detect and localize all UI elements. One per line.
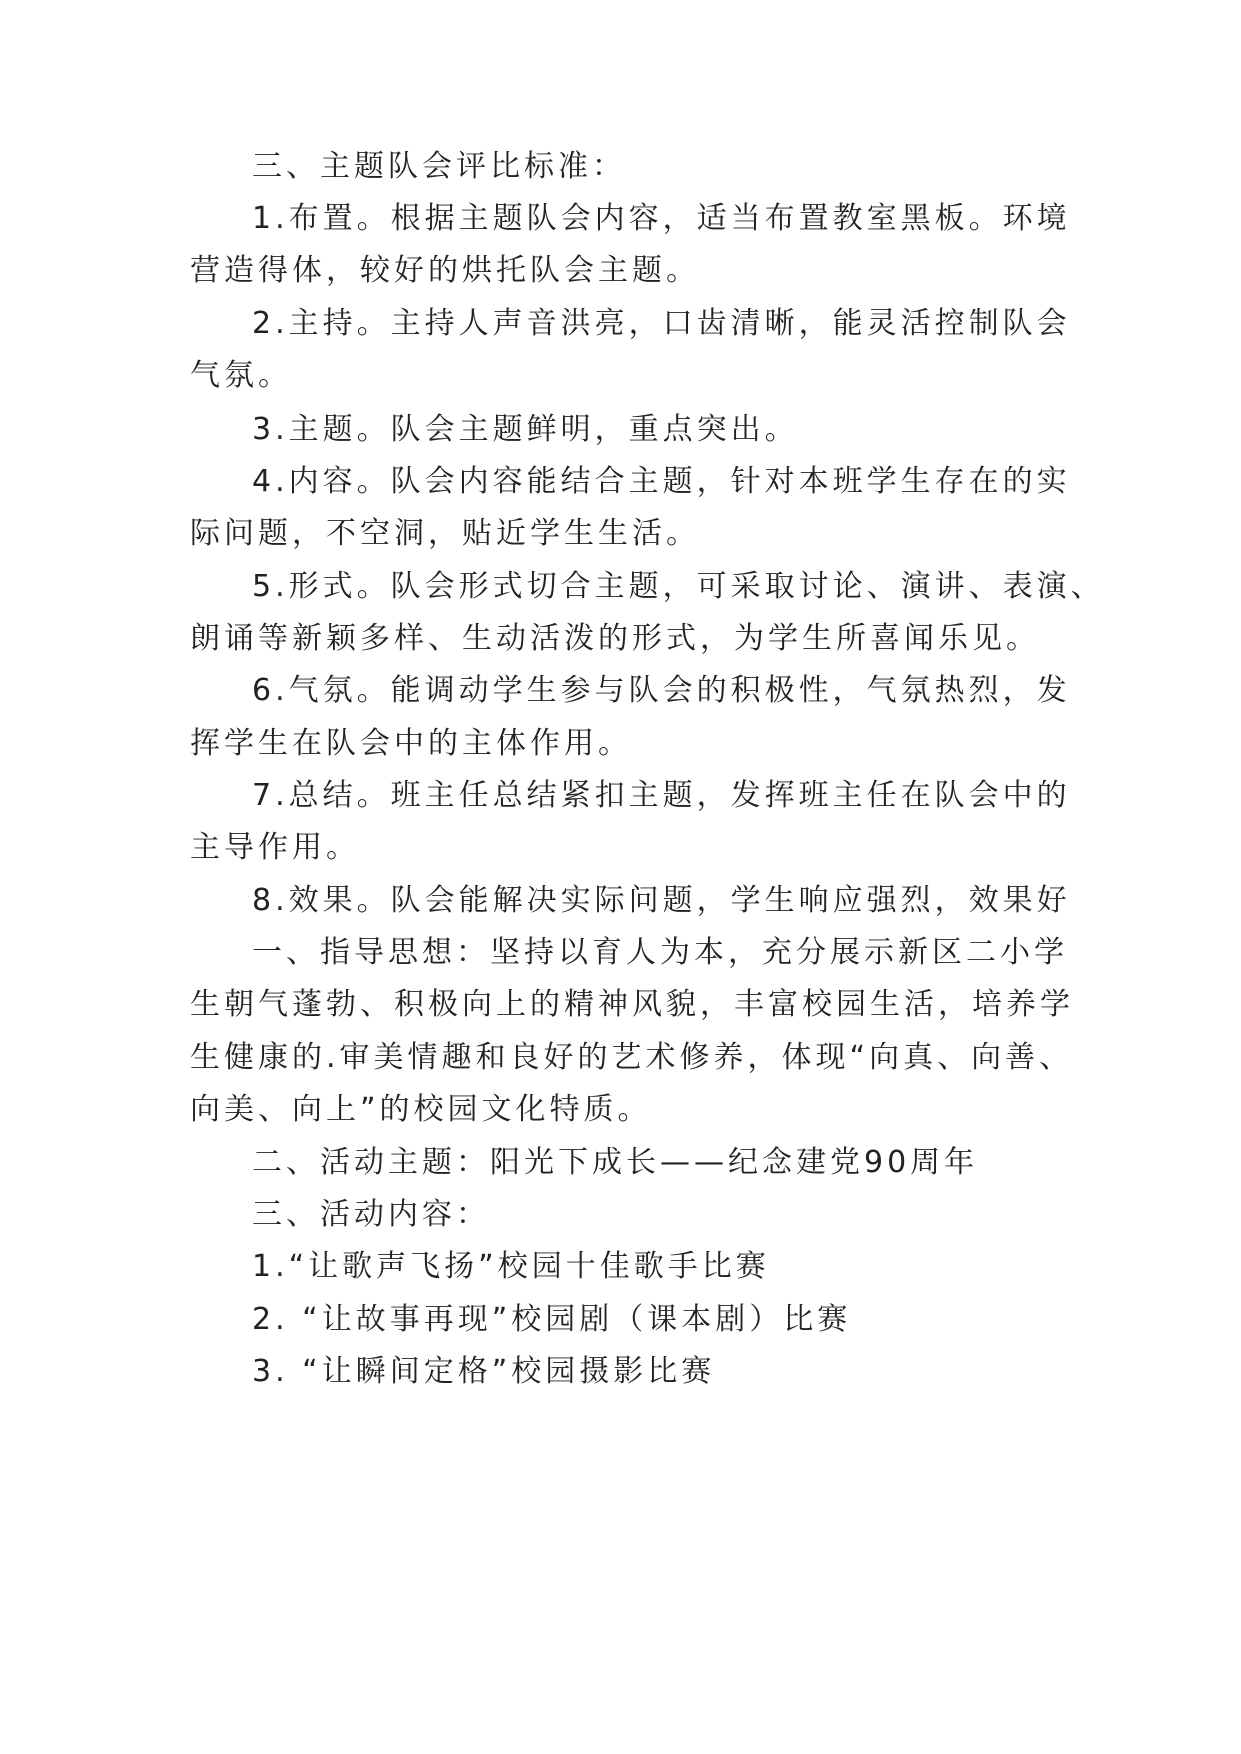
guiding-ideology-line-4: 向美、向上”的校园文化特质。: [190, 1092, 652, 1127]
criteria-item-6-continued: 挥学生在队会中的主体作用。: [190, 726, 632, 761]
criteria-item-2: 2.主持。主持人声音洪亮，口齿清晰，能灵活控制队会: [252, 306, 1071, 341]
criteria-item-3: 3.主题。队会主题鲜明，重点突出。: [252, 412, 799, 447]
activity-item-3: 3. “让瞬间定格”校园摄影比赛: [252, 1354, 716, 1389]
criteria-item-8: 8.效果。队会能解决实际问题，学生响应强烈，效果好: [252, 883, 1071, 918]
criteria-item-5-continued: 朗诵等新颖多样、生动活泼的形式，为学生所喜闻乐见。: [190, 621, 1040, 656]
guiding-ideology-line-2: 生朝气蓬勃、积极向上的精神风貌，丰富校园生活，培养学: [190, 987, 1074, 1022]
criteria-item-6: 6.气氛。能调动学生参与队会的积极性，气氛热烈，发: [252, 673, 1071, 708]
criteria-item-5: 5.形式。队会形式切合主题，可采取讨论、演讲、表演、: [252, 569, 1105, 604]
guiding-ideology-line-3: 生健康的.审美情趣和良好的艺术修养，体现“向真、向善、: [190, 1040, 1074, 1075]
activity-item-2: 2. “让故事再现”校园剧（课本剧）比赛: [252, 1302, 852, 1337]
criteria-item-7-continued: 主导作用。: [190, 830, 360, 865]
section-heading-evaluation-criteria: 三、主题队会评比标准：: [252, 149, 626, 184]
guiding-ideology-paragraph: 一、指导思想：坚持以育人为本，充分展示新区二小学: [252, 935, 1068, 970]
criteria-item-1: 1.布置。根据主题队会内容，适当布置教室黑板。环境: [252, 201, 1071, 236]
criteria-item-7: 7.总结。班主任总结紧扣主题，发挥班主任在队会中的: [252, 778, 1071, 813]
criteria-item-4-continued: 际问题，不空洞，贴近学生生活。: [190, 516, 700, 551]
criteria-item-4: 4.内容。队会内容能结合主题，针对本班学生存在的实: [252, 464, 1071, 499]
activity-theme: 二、活动主题：阳光下成长——纪念建党90周年: [252, 1145, 979, 1180]
section-heading-activity-content: 三、活动内容：: [252, 1197, 490, 1232]
activity-item-1: 1.“让歌声飞扬”校园十佳歌手比赛: [252, 1249, 770, 1284]
criteria-item-2-continued: 气氛。: [190, 358, 292, 393]
criteria-item-1-continued: 营造得体，较好的烘托队会主题。: [190, 253, 700, 288]
